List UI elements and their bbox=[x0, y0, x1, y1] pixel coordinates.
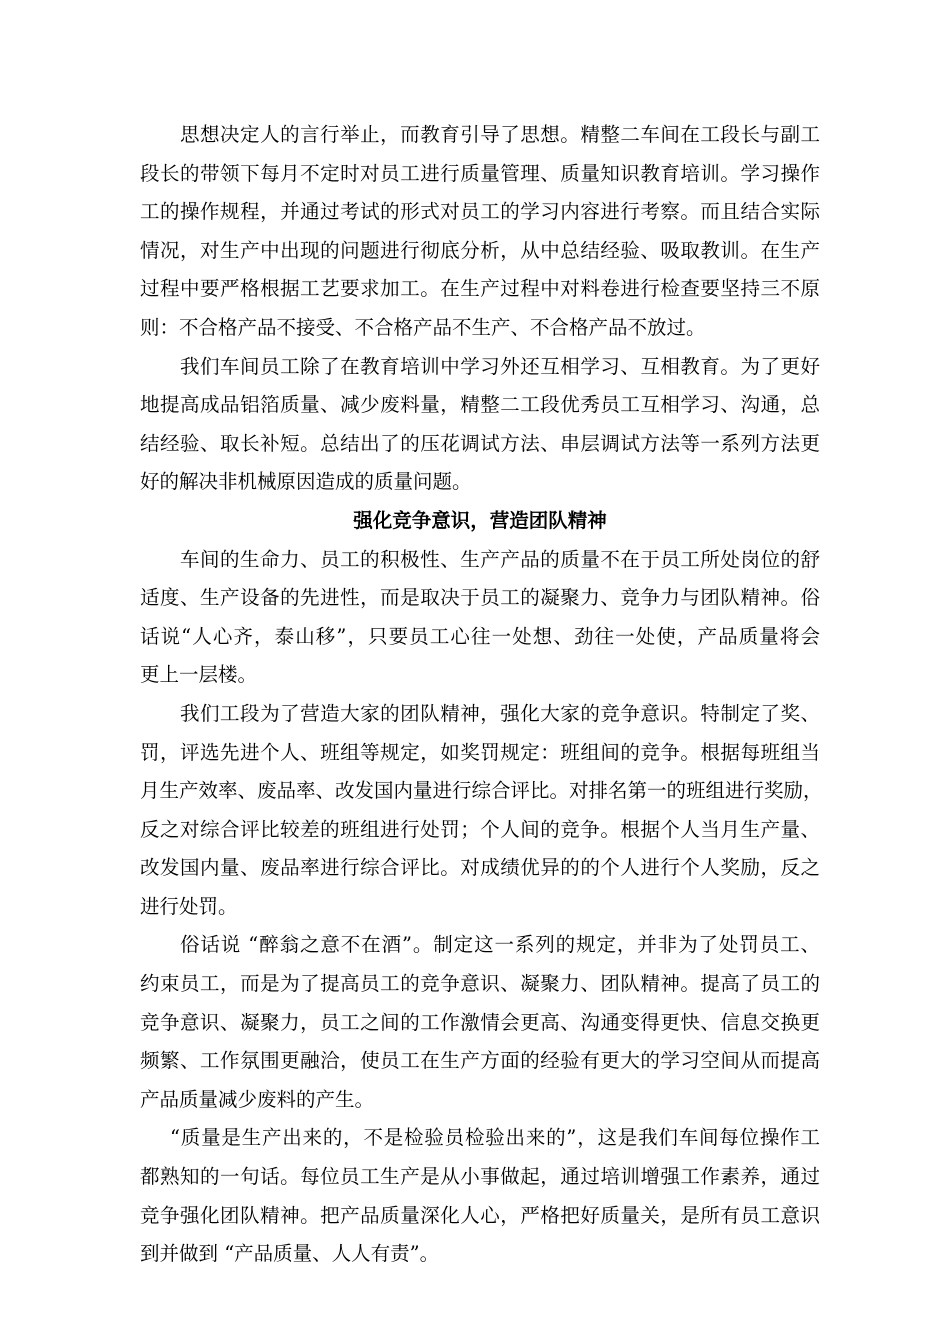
text-line: 段长的带领下每月不定时对员工进行质量管理、质量知识教育培训。学习操作 bbox=[140, 161, 820, 185]
text-line: 过程中要严格根据工艺要求加工。在生产过程中对料卷进行检查要坚持三不原 bbox=[140, 277, 820, 301]
text-line: 结经验、取长补短。总结出了的压花调试方法、串层调试方法等一系列方法更 bbox=[140, 431, 820, 455]
section-heading: 强化竞争意识，营造团队精神 bbox=[353, 508, 607, 532]
text-line: 竞争强化团队精神。把产品质量深化人心，严格把好质量关，是所有员工意识 bbox=[140, 1203, 820, 1227]
text-line: 改发国内量、废品率进行综合评比。对成绩优异的的个人进行个人奖励，反之 bbox=[140, 856, 820, 880]
text-line: 罚，评选先进个人、班组等规定，如奖罚规定：班组间的竞争。根据每班组当 bbox=[140, 740, 820, 764]
text-line: 地提高成品铝箔质量、减少废料量，精整二工段优秀员工互相学习、沟通，总 bbox=[140, 393, 820, 417]
text-line: “质量是生产出来的，不是检验员检验出来的”，这是我们车间每位操作工 bbox=[170, 1126, 820, 1150]
text-line: 到并做到 “产品质量、人人有责”。 bbox=[140, 1242, 440, 1266]
text-line: 月生产效率、废品率、改发国内量进行综合评比。对排名第一的班组进行奖励， bbox=[140, 779, 823, 803]
text-line: 都熟知的一句话。每位员工生产是从小事做起，通过培训增强工作素养，通过 bbox=[140, 1165, 820, 1189]
text-line: 频繁、工作氛围更融洽，使员工在生产方面的经验有更大的学习空间从而提高 bbox=[140, 1049, 820, 1073]
paragraph bbox=[140, 926, 820, 1119]
text-line: 我们工段为了营造大家的团队精神，强化大家的竞争意识。特制定了奖、 bbox=[180, 701, 820, 725]
text-line: 俗话说 “醉翁之意不在酒”。制定这一系列的规定，并非为了处罚员工、 bbox=[180, 933, 820, 957]
text-line: 进行处罚。 bbox=[140, 894, 238, 918]
text-line: 我们车间员工除了在教育培训中学习外还互相学习、互相教育。为了更好 bbox=[180, 354, 820, 378]
paragraph bbox=[140, 1119, 820, 1273]
text-line: 则：不合格产品不接受、不合格产品不生产、不合格产品不放过。 bbox=[140, 315, 706, 339]
text-line: 情况，对生产中出现的问题进行彻底分析，从中总结经验、吸取教训。在生产 bbox=[140, 238, 820, 262]
text-line: 好的解决非机械原因造成的质量问题。 bbox=[140, 470, 472, 494]
text-line: 产品质量减少废料的产生。 bbox=[140, 1087, 375, 1111]
text-line: 思想决定人的言行举止，而教育引导了思想。精整二车间在工段长与副工 bbox=[180, 123, 820, 146]
text-line: 适度、生产设备的先进性，而是取决于员工的凝聚力、竞争力与团队精神。俗 bbox=[140, 586, 820, 610]
text-line: 车间的生命力、员工的积极性、生产产品的质量不在于员工所处岗位的舒 bbox=[180, 547, 820, 571]
text-line: 反之对综合评比较差的班组进行处罚；个人间的竞争。根据个人当月生产量、 bbox=[140, 817, 820, 841]
paragraph bbox=[140, 116, 820, 348]
text-line: 话说“人心齐，泰山移”，只要员工心往一处想、劲往一处使，产品质量将会 bbox=[140, 624, 820, 648]
paragraph bbox=[140, 348, 820, 502]
document-body bbox=[140, 116, 823, 1274]
paragraph bbox=[140, 695, 823, 927]
text-line: 竞争意识、凝聚力，员工之间的工作激情会更高、沟通变得更快、信息交换更 bbox=[140, 1010, 820, 1034]
text-line: 约束员工，而是为了提高员工的竞争意识、凝聚力、团队精神。提高了员工的 bbox=[140, 972, 820, 996]
text-line: 更上一层楼。 bbox=[140, 663, 258, 687]
text-line: 工的操作规程，并通过考试的形式对员工的学习内容进行考察。而且结合实际 bbox=[140, 200, 820, 224]
paragraph bbox=[140, 541, 820, 695]
